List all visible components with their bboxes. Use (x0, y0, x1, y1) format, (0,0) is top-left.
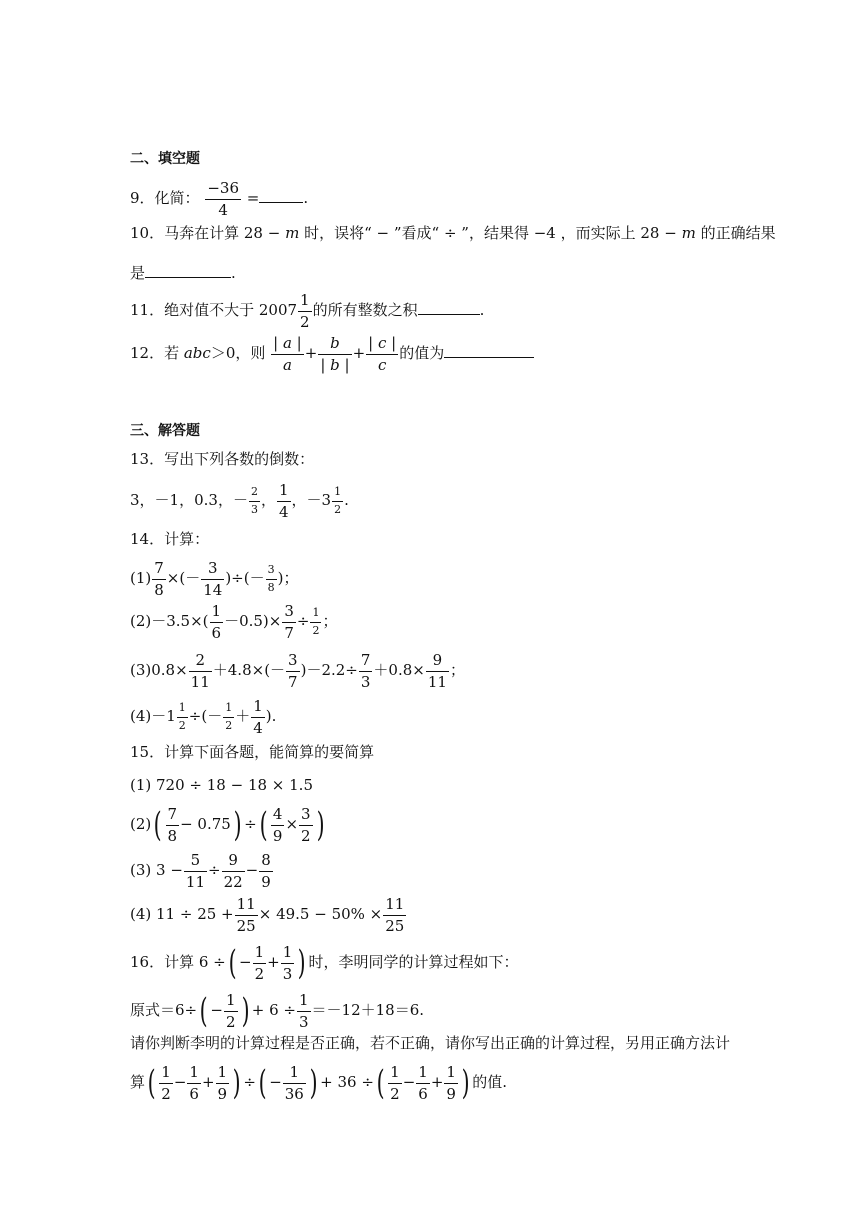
q9-fraction (205, 180, 241, 218)
question-15-part-1: (1) 720 ÷ 18 − 18 × 1.5 (130, 776, 313, 794)
q16-l4-frac-6 (416, 1064, 430, 1102)
section-title-fill-in: 二、填空题 (130, 151, 200, 167)
question-16-line-2 (130, 992, 424, 1030)
section-title-solve: 三、解答题 (130, 423, 200, 439)
q16-l2-paren-open: ( (199, 991, 208, 1031)
q14p1-d: )； (277, 569, 299, 587)
q16-l2-f1n: 1 (224, 992, 238, 1012)
q14p3-f3n: 7 (359, 652, 373, 672)
q16-l4b: ÷ (243, 1073, 256, 1091)
q14p1-frac-3 (266, 564, 277, 593)
q13-frac-3-num: 1 (332, 486, 343, 501)
q16-paren-close: ) (297, 943, 306, 983)
q14p3-a: (3)0.8× (130, 661, 188, 679)
q16-l4-frac-1 (159, 1064, 173, 1102)
q13-frac-2-den: 4 (278, 502, 289, 521)
q16-l4-g3n-b: 1 (444, 1064, 458, 1084)
question-13-numbers (130, 482, 349, 520)
q13-frac-3-den: 2 (334, 502, 342, 516)
q14p1-f1d: 8 (154, 580, 164, 599)
q15p2-f3d: 2 (301, 826, 311, 845)
q15p4-b: × 49.5 − 50% × (258, 905, 383, 923)
q14p1-c: )÷(－ (225, 569, 265, 587)
q14p2-f1n: 1 (210, 603, 224, 623)
q16-l4-g3n: 1 (216, 1064, 230, 1084)
q16-l4-h1d: 36 (284, 1084, 304, 1103)
q16-f1d: 2 (254, 964, 265, 983)
q16-l2-f2d: 3 (299, 1012, 309, 1031)
q11-end: . (479, 301, 485, 319)
question-10 (130, 226, 776, 241)
q16-l4-frac-2 (187, 1064, 201, 1102)
q15p3-f1d: 11 (185, 872, 205, 891)
q14p3-b: ＋4.8×(－ (212, 661, 286, 679)
q15p4-f1d: 25 (236, 916, 256, 935)
q14p1-b: ×(－ (166, 569, 201, 587)
q14p3-frac-1 (189, 652, 212, 690)
q12-frac-c (366, 335, 398, 373)
q16-l4-frac-7 (444, 1064, 458, 1102)
q13-frac-2 (277, 482, 291, 520)
q16-l4-g1d-b: 2 (390, 1084, 400, 1103)
q13-frac-1-num: 2 (249, 486, 260, 501)
q15p4-f1n: 11 (235, 896, 258, 916)
q15p2-b: − 0.75 (180, 815, 231, 833)
question-10-cont (130, 263, 236, 281)
q12-answer-blank[interactable] (444, 343, 534, 358)
q16-l4-frac-3 (216, 1064, 230, 1102)
q16-l4-minus-1: − (173, 1073, 187, 1091)
q15p3-frac-2 (222, 852, 245, 890)
q15p2-frac-1 (166, 806, 180, 844)
q14p3-c: )－2.2÷ (300, 661, 358, 679)
q10-var-m: m (285, 224, 300, 242)
q13-part-c: ，－3 (291, 491, 332, 509)
question-13-title: 13．写出下列各数的倒数： (130, 450, 315, 468)
q15p2-a: (2) (130, 815, 152, 833)
q16-l2-paren-close: ) (241, 991, 250, 1031)
q13-frac-3 (332, 486, 343, 515)
q13-frac-1-den: 3 (250, 502, 258, 516)
q14p3-f4d: 11 (427, 672, 447, 691)
q11-text-1: 11．绝对值不大于 2007 (130, 301, 298, 319)
q16-l2-minus: − (210, 1001, 223, 1019)
q15p4-f2d: 25 (385, 916, 405, 935)
q15p4-a: (4) 11 ÷ 25 + (130, 905, 234, 923)
q14p1-frac-1 (152, 560, 166, 598)
q14p3-frac-4 (426, 652, 449, 690)
q14p4-f3d: 4 (253, 718, 263, 737)
q9-answer-blank[interactable] (259, 188, 303, 203)
q12-abc: abc (183, 344, 211, 362)
question-14-part-2 (130, 603, 338, 641)
q11-text-2: 的所有整数之积 (312, 301, 418, 319)
q12-frac-c-den: c (377, 355, 387, 374)
question-15-title: 15．计算下面各题，能简算的要简算 (130, 743, 375, 761)
q16-l2-frac-2 (297, 992, 311, 1030)
q15p3-f2d: 22 (223, 872, 243, 891)
q14p4-c: ＋ (235, 707, 251, 725)
question-16-line-1 (130, 944, 519, 982)
q12-frac-a (271, 335, 304, 373)
q14p3-f2d: 7 (288, 672, 298, 691)
q16-frac-1 (253, 944, 267, 982)
q14p4-frac-3 (251, 698, 265, 736)
q14p3-d: ＋0.8× (373, 661, 425, 679)
question-15-part-4 (130, 896, 407, 934)
q16-l4-minus-3: − (402, 1073, 416, 1091)
q14p4-f2n: 1 (223, 702, 234, 717)
q16-l4-plus-2: + (430, 1073, 444, 1091)
q11-frac-den: 2 (300, 312, 310, 331)
q16-l4-paren-close-3: ) (461, 1063, 470, 1103)
q16-plus: + (267, 953, 280, 971)
q16-l4-frac-5 (388, 1064, 402, 1102)
q16-l4-g2n: 1 (187, 1064, 201, 1084)
q15p3-a: (3) 3 − (130, 861, 183, 879)
question-14-part-3 (130, 652, 465, 690)
q15p3-frac-1 (184, 852, 207, 890)
q16-l4-g1d: 2 (161, 1084, 171, 1103)
q10-text-4: 是 (130, 264, 146, 282)
q16-l4-g3d: 9 (217, 1084, 228, 1103)
q16-l4-g2n-b: 1 (416, 1064, 430, 1084)
q14p3-f1d: 11 (190, 672, 210, 691)
q14p4-f1n: 1 (177, 702, 188, 717)
q14p3-e: ； (449, 661, 465, 679)
q16-l2-f2n: 1 (297, 992, 311, 1012)
q16-l4-plus-1: + (201, 1073, 215, 1091)
q16-f2n: 1 (281, 944, 295, 964)
question-12: 12．若 abc＞0，则 $\frac{| a |}{a}$ + $\frac{b}{| b |}$ + $\frac{| c |}{c}$ 的值为 (130, 335, 534, 373)
q14p1-f2d: 14 (203, 580, 223, 599)
q14p3-f4n: 9 (426, 652, 449, 672)
q14p4-f3n: 1 (251, 698, 265, 718)
q9-frac-num: −36 (205, 180, 241, 200)
q10-text-2: 时，误将“ − ”看成“ ÷ ”，结果得 −4 ，而实际上 28 − (299, 224, 682, 242)
q15p2-c: ÷ (244, 815, 257, 833)
q13-part-d: . (344, 491, 349, 509)
q14p4-a: (4)－1 (130, 707, 176, 725)
q15p2-frac-3 (299, 806, 313, 844)
q14p1-f3n: 3 (266, 564, 277, 579)
question-15-part-3 (130, 852, 274, 890)
q12-text-3: 的值为 (399, 344, 445, 362)
q16-l4-minus-2: − (269, 1073, 282, 1091)
q12-frac-b (318, 335, 351, 373)
q14p2-d: ； (322, 612, 338, 630)
q16-l2-frac-1 (224, 992, 238, 1030)
q16-minus: − (239, 953, 252, 971)
q14p1-f2n: 3 (201, 560, 224, 580)
q15p3-frac-3 (259, 852, 273, 890)
q16-l4-g2d: 6 (189, 1084, 199, 1103)
q14p2-f1d: 6 (211, 623, 222, 642)
q13-part-a: 3，－1，0.3，－ (130, 491, 248, 509)
q14p2-f2n: 3 (282, 603, 296, 623)
q14p4-b: ÷(－ (188, 707, 223, 725)
q16-l4-paren-open-2: ( (258, 1063, 267, 1103)
question-16-line-4 (130, 1064, 507, 1102)
q15p2-paren-close-1: ) (233, 805, 242, 845)
q15p4-f2n: 11 (383, 896, 406, 916)
q16-l4-paren-open-1: ( (147, 1063, 156, 1103)
q14p3-f3d: 3 (360, 672, 371, 691)
q16-l4-paren-open-3: ( (376, 1063, 385, 1103)
q16-l4-frac-4 (283, 1064, 306, 1102)
q14p2-frac-3 (310, 607, 321, 636)
q15p2-paren-open-2: ( (259, 805, 268, 845)
q15p2-f1d: 8 (167, 826, 178, 845)
q12-frac-a-num: | a | (271, 335, 304, 355)
q14p2-frac-2 (282, 603, 296, 641)
q14p4-d: ). (265, 707, 277, 725)
question-15-part-2 (130, 806, 327, 844)
q14p4-f1d: 2 (178, 718, 186, 732)
question-9 (130, 180, 308, 218)
q12-frac-a-den: a (282, 355, 292, 374)
q14p1-f3d: 8 (267, 580, 275, 594)
q16-l4-paren-close-1: ) (232, 1063, 241, 1103)
q16-l4d: 的值. (472, 1073, 507, 1091)
q14p2-b: －0.5)× (224, 612, 282, 630)
q14p3-f1n: 2 (189, 652, 212, 672)
q16-l4-h1n: 1 (283, 1064, 306, 1084)
q14p2-a: (2)－3.5×( (130, 612, 209, 630)
q10-text-1: 10．马奔在计算 28 − (130, 224, 286, 242)
question-11 (130, 292, 484, 330)
q16-f2d: 3 (282, 964, 293, 983)
q14p2-frac-1 (210, 603, 224, 641)
q15p2-f2d: 9 (272, 826, 283, 845)
q10-var-m-2: m (681, 224, 696, 242)
q10-end: . (231, 264, 236, 282)
q15p2-f1n: 7 (166, 806, 180, 826)
q15p2-d: × (285, 815, 299, 833)
q16-l2b: + 6 ÷ (251, 1001, 296, 1019)
q9-label: 9．化简： (130, 189, 200, 207)
q16-l4-paren-close-2: ) (309, 1063, 318, 1103)
q14p3-frac-3 (359, 652, 373, 690)
q15p2-paren-close-2: ) (316, 805, 325, 845)
q15p4-frac-1 (235, 896, 258, 934)
q11-fraction (298, 292, 312, 330)
q12-frac-b-den: | b | (320, 355, 350, 374)
q16-frac-2 (281, 944, 295, 982)
q15p2-f2n: 4 (271, 806, 285, 826)
q16-t2: 时，李明同学的计算过程如下： (308, 953, 519, 971)
q16-l2-f1d: 2 (225, 1012, 236, 1031)
q13-part-b: ， (260, 491, 276, 509)
question-14-part-1 (130, 560, 298, 598)
q15p3-f2n: 9 (222, 852, 245, 872)
q16-f1n: 1 (253, 944, 267, 964)
question-14-part-4 (130, 698, 276, 736)
q14p4-frac-2 (223, 702, 234, 731)
q16-l4-g3d-b: 9 (446, 1084, 456, 1103)
q16-t1: 16．计算 6 ÷ (130, 953, 226, 971)
question-16-line-3: 请你判断李明的计算过程是否正确，若不正确，请你写出正确的计算过程，另用正确方法计 (130, 1034, 731, 1052)
q12-frac-c-num: | c | (366, 335, 398, 355)
q14p3-frac-2 (286, 652, 300, 690)
q16-l2a: 原式＝6÷ (130, 1001, 198, 1019)
q16-l4-g2d-b: 6 (418, 1084, 428, 1103)
q15p3-f3d: 9 (261, 872, 271, 891)
q16-l4-g1n: 1 (159, 1064, 173, 1084)
q14p1-frac-2 (201, 560, 224, 598)
q13-frac-2-num: 1 (277, 482, 291, 502)
q14p2-f3d: 2 (312, 623, 320, 637)
q9-equals: = (246, 189, 260, 207)
q14p3-f2n: 3 (286, 652, 300, 672)
q15p3-f1n: 5 (184, 852, 207, 872)
question-14-title: 14．计算： (130, 530, 210, 548)
q10-text-3: 的正确结果 (695, 224, 776, 242)
q15p2-f3n: 3 (299, 806, 313, 826)
q15p3-f3n: 8 (259, 852, 273, 872)
q15p4-frac-2 (383, 896, 406, 934)
q16-l4c: + 36 ÷ (320, 1073, 374, 1091)
q14p1-f1n: 7 (152, 560, 166, 580)
q10-answer-blank[interactable] (145, 263, 231, 278)
q12-text-2: ＞0，则 (210, 344, 266, 362)
q15p3-c: − (245, 861, 259, 879)
q11-answer-blank[interactable] (418, 300, 480, 315)
q14p2-f2d: 7 (284, 623, 294, 642)
q14p4-frac-1 (177, 702, 188, 731)
q13-frac-1 (249, 486, 260, 515)
q16-l4a: 算 (130, 1073, 146, 1091)
q14p2-c: ÷ (296, 612, 310, 630)
q16-l2c: ＝－12＋18＝6. (311, 1001, 425, 1019)
q15p2-frac-2 (271, 806, 285, 844)
q11-frac-num: 1 (298, 292, 312, 312)
q14p2-f3n: 1 (310, 607, 321, 622)
q12-frac-b-num: b (318, 335, 351, 355)
q16-l4-g1n-b: 1 (388, 1064, 402, 1084)
q14p1-a: (1) (130, 569, 152, 587)
q12-text-1: 12．若 (130, 344, 184, 362)
q15p3-b: ÷ (208, 861, 221, 879)
q9-frac-den: 4 (218, 200, 228, 219)
q15p2-paren-open-1: ( (153, 805, 162, 845)
q14p4-f2d: 2 (225, 718, 233, 732)
q9-end: . (303, 189, 309, 207)
q16-paren-open: ( (228, 943, 237, 983)
